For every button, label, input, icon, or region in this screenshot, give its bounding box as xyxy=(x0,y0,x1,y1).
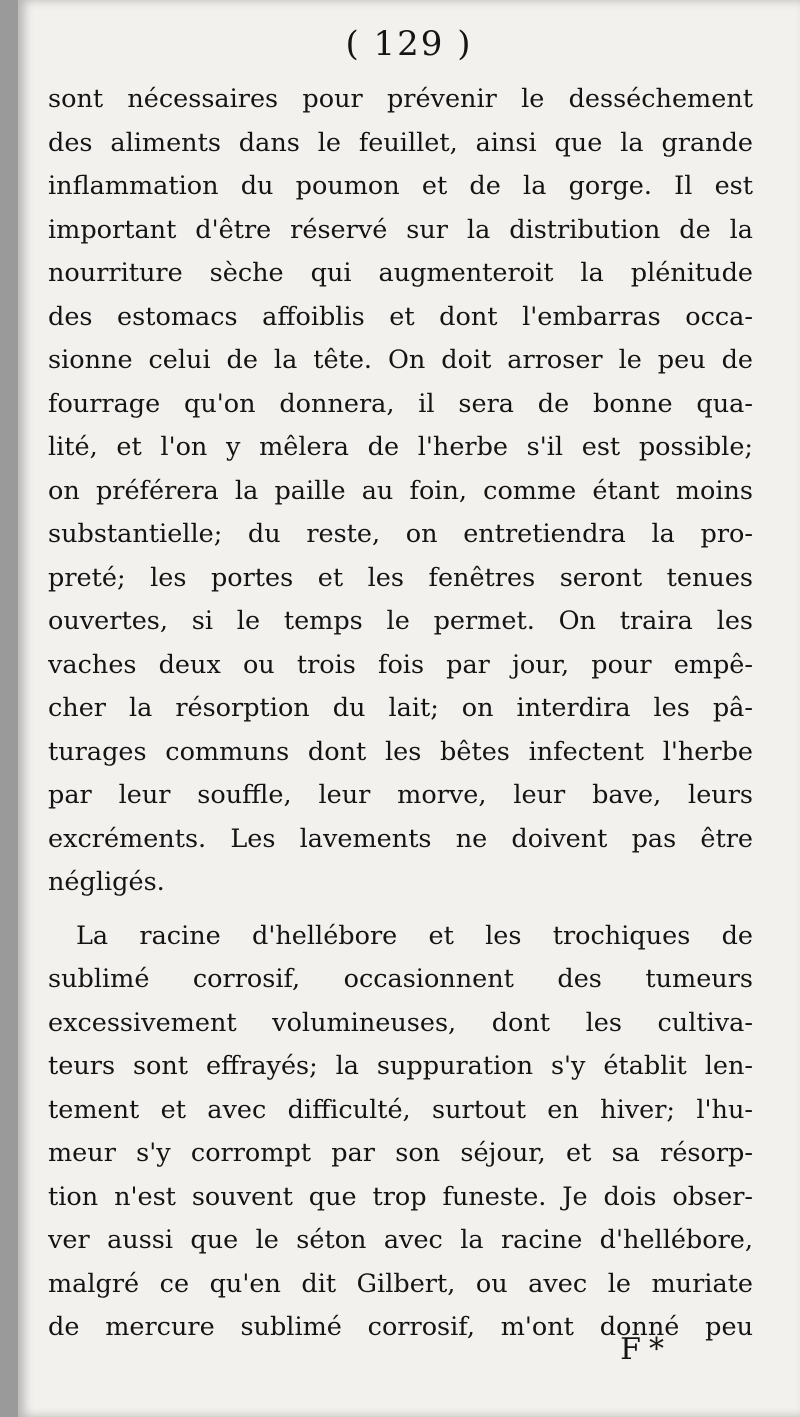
text-line: excréments. Les lavements ne doivent pas être xyxy=(48,823,753,854)
text-line: des aliments dans le feuillet, ainsi que la grande xyxy=(48,127,753,158)
signature-mark: F* xyxy=(620,1332,672,1367)
text-line: malgré ce qu'en dit Gilbert, ou avec le muriate xyxy=(48,1268,753,1299)
text-line: teurs sont effrayés; la suppuration s'y établit len- xyxy=(48,1051,753,1081)
text-line: vaches deux ou trois fois par jour, pour empê- xyxy=(48,649,753,680)
text-line: négligés. xyxy=(48,867,165,897)
body-text xyxy=(48,78,753,1350)
text-line: preté; les portes et les fenêtres seront tenues xyxy=(48,562,753,593)
text-line: ouvertes, si le temps le permet. On traira les xyxy=(48,606,753,636)
text-line: substantielle; du reste, on entretiendra la pro- xyxy=(48,519,753,549)
text-line: cher la résorption du lait; on interdira les pâ- xyxy=(48,693,753,723)
text-line: de mercure sublimé corrosif, m'ont donné peu xyxy=(48,1312,753,1342)
text-line: La racine d'hellébore et les trochiques de xyxy=(76,920,753,951)
text-line: par leur souffle, leur morve, leur bave, leurs xyxy=(48,780,753,810)
text-line: sublimé corrosif, occasionnent des tumeurs xyxy=(48,964,753,994)
text-line: on préférera la paille au foin, comme étant moins xyxy=(48,475,753,506)
text-line: inflammation du poumon et de la gorge. Il est xyxy=(48,171,753,201)
text-line: ver aussi que le séton avec la racine d'hellébore, xyxy=(48,1225,753,1255)
text-line: fourrage qu'on donnera, il sera de bonne qua- xyxy=(48,388,753,419)
text-line: meur s'y corrompt par son séjour, et sa résorp- xyxy=(48,1138,753,1168)
text-line: important d'être réservé sur la distribution de la xyxy=(48,214,753,245)
page-number-header: ( 129 ) xyxy=(345,24,473,64)
text-line: tion n'est souvent que trop funeste. Je dois obser- xyxy=(48,1181,753,1212)
text-line: nourriture sèche qui augmenteroit la plénitude xyxy=(48,258,753,288)
text-line: excessivement volumineuses, dont les cultiva- xyxy=(48,1007,753,1038)
text-line: sionne celui de la tête. On doit arroser le peu de xyxy=(48,345,753,375)
book-page xyxy=(18,0,800,1417)
text-line: sont nécessaires pour prévenir le desséchement xyxy=(48,84,753,114)
text-line: turages communs dont les bêtes infectent l'herbe xyxy=(48,736,753,767)
text-line: tement et avec difficulté, surtout en hiver; l'hu- xyxy=(48,1094,753,1125)
text-line: des estomacs affoiblis et dont l'embarras occa- xyxy=(48,301,753,332)
text-line: lité, et l'on y mêlera de l'herbe s'il est possible; xyxy=(48,432,753,462)
